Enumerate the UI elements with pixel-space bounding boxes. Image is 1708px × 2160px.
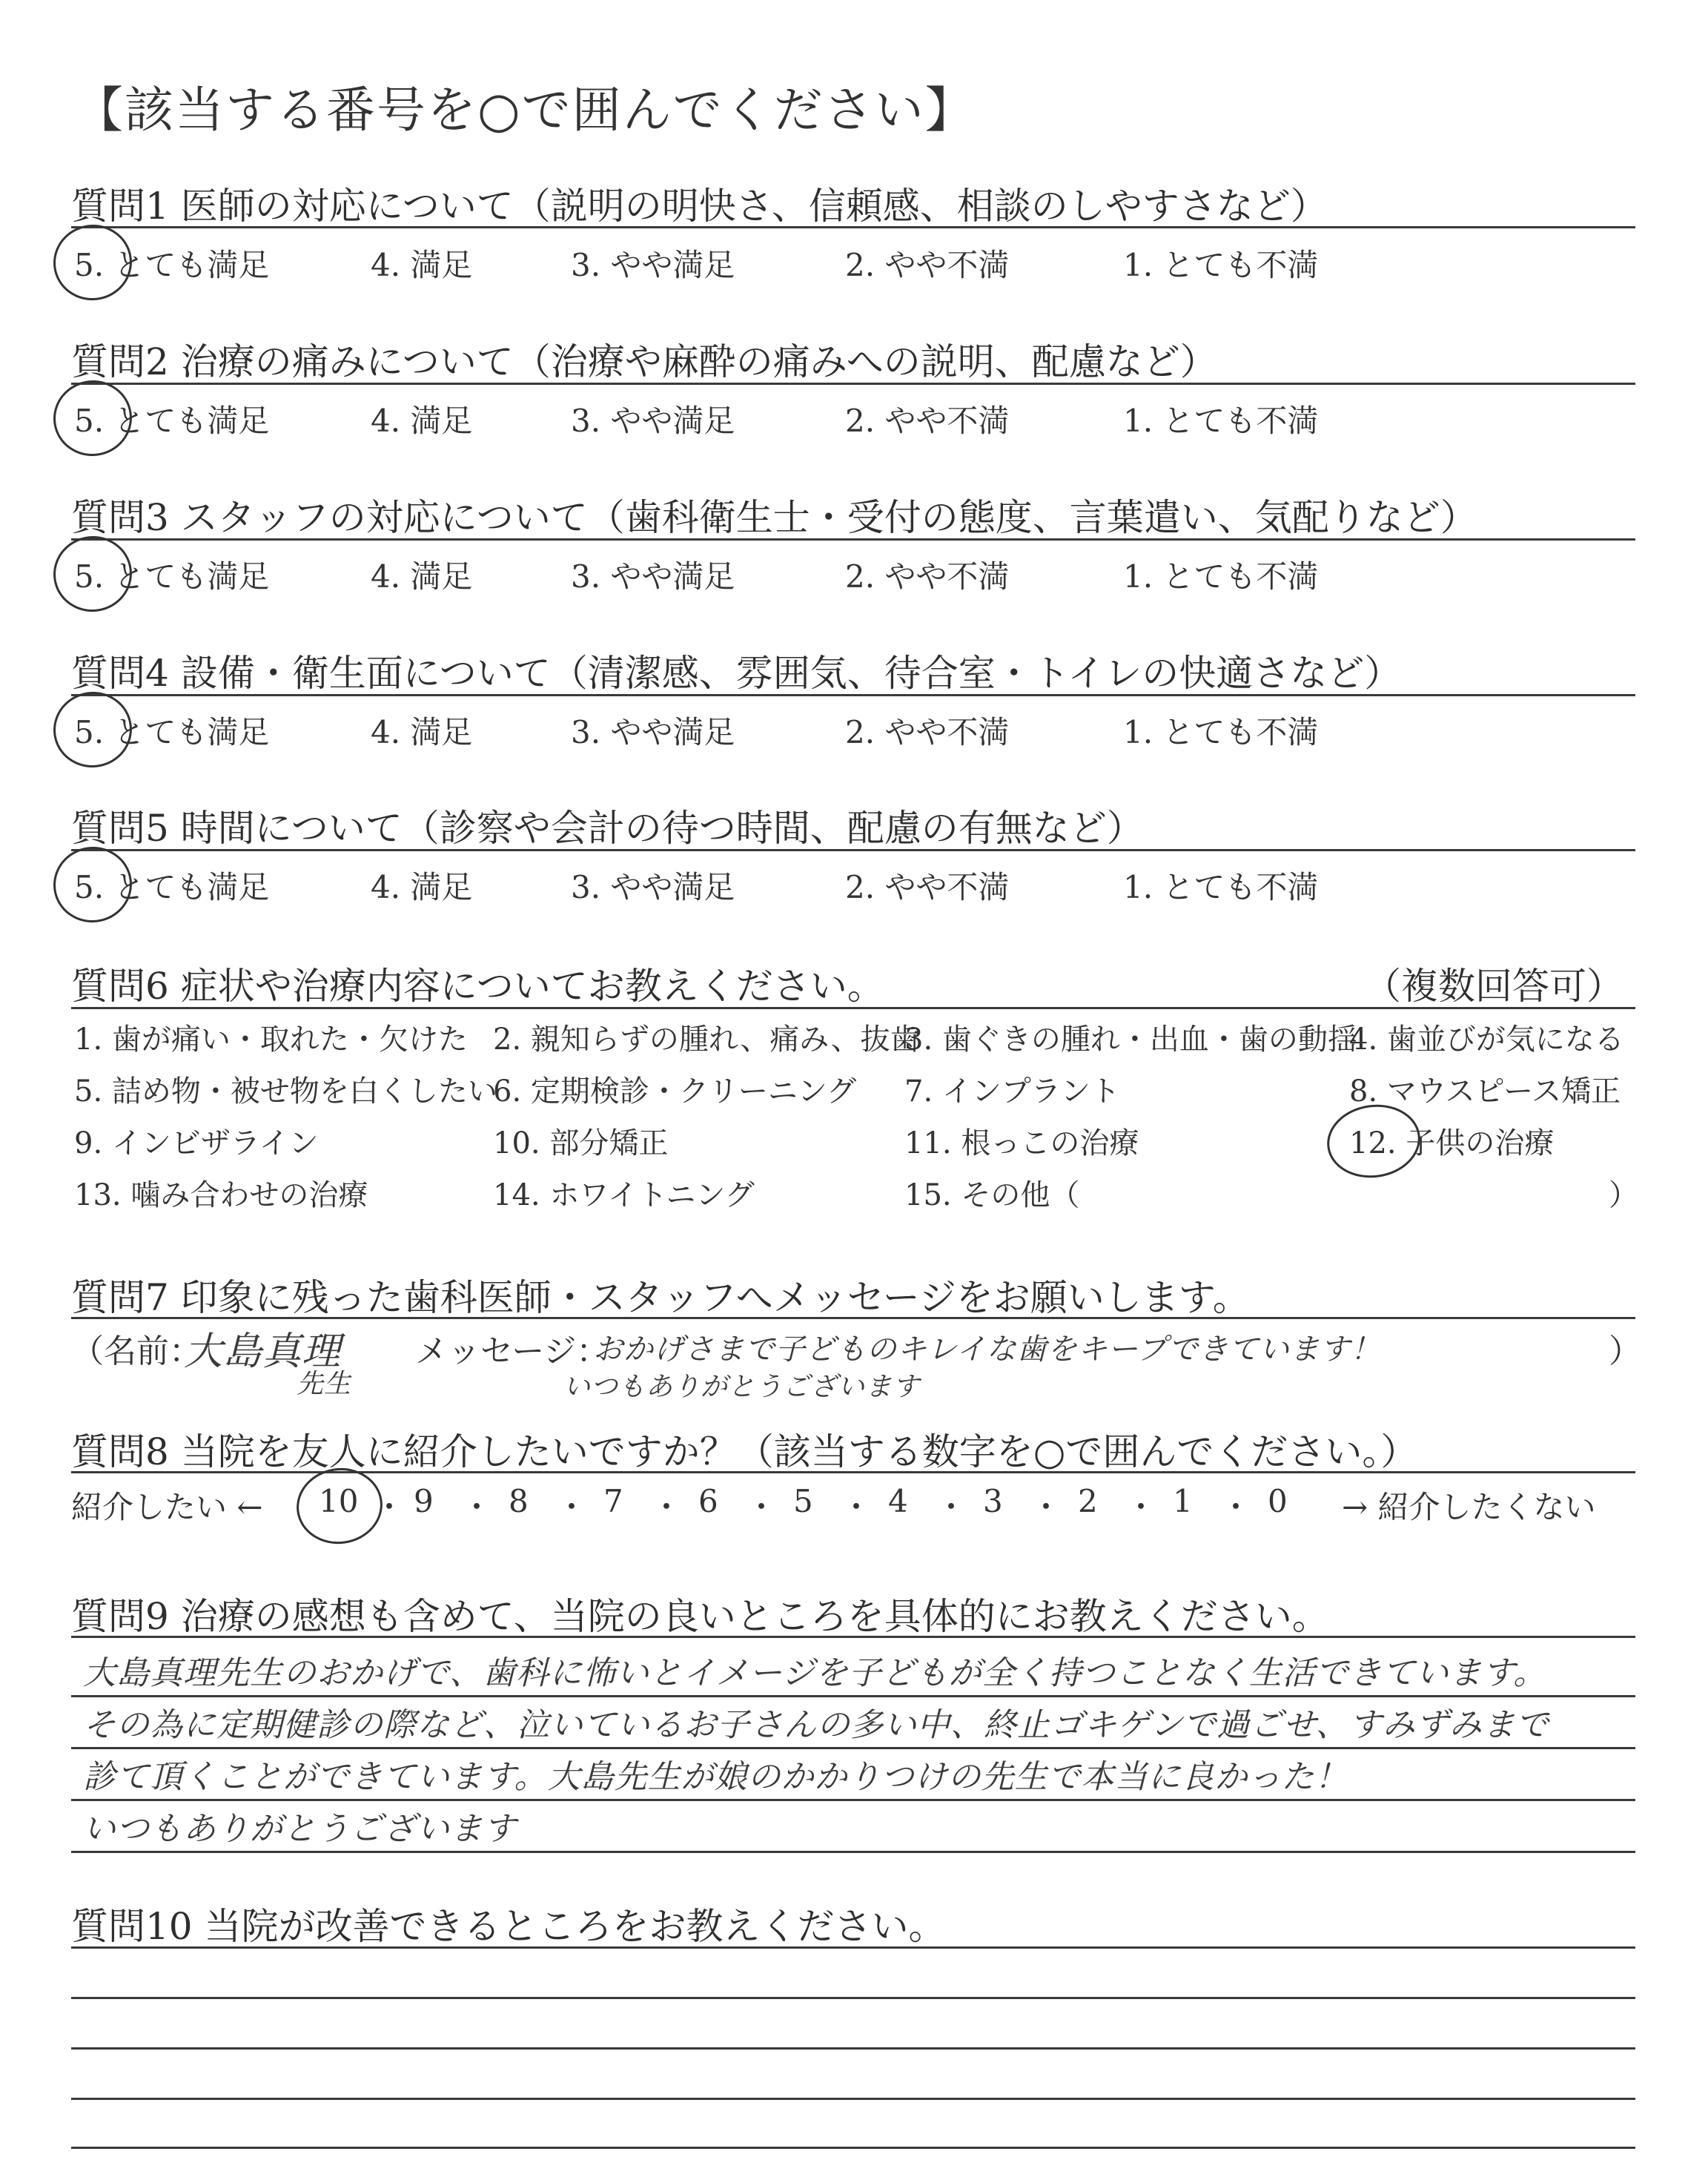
q8-scale-dot: ・ [1220, 1489, 1252, 1525]
q7-name-suffix: 先生 [297, 1369, 352, 1399]
q6-option[interactable]: 7. インプラント [904, 1074, 1120, 1109]
rating-option[interactable]: 3. やや満足 [571, 869, 735, 905]
q9-answer-line: その為に定期健診の際など、泣いているお子さんの多い中、終止ゴキゲンで過ごせ、すみずみまで [83, 1706, 1549, 1744]
q6-option[interactable]: 12. 子供の治療 [1349, 1126, 1555, 1160]
q8-scale-dot: ・ [461, 1489, 493, 1525]
rating-option[interactable]: 4. 満足 [371, 403, 473, 439]
question-4-rule [71, 694, 1635, 696]
rating-option[interactable]: 2. やや不満 [845, 558, 1010, 595]
q6-option[interactable]: 10. 部分矯正 [493, 1126, 669, 1160]
question-5-rule [71, 849, 1635, 851]
rating-option[interactable]: 2. やや不満 [845, 714, 1010, 750]
question-5-title: 質問5 時間について（診察や会計の待つ時間、配慮の有無など） [71, 807, 1144, 850]
question-4-title: 質問4 設備・衛生面について（清潔感、雰囲気、待合室・トイレの快適さなど） [71, 652, 1402, 695]
q6-option[interactable]: 2. 親知らずの腫れ、痛み、抜歯 [493, 1023, 920, 1057]
selected-circle-mark [48, 219, 136, 305]
q9-answer-rule [71, 1695, 1635, 1697]
q6-option[interactable]: 11. 根っこの治療 [904, 1126, 1139, 1160]
question-10-rule-5 [71, 2147, 1635, 2149]
question-8-rule [71, 1471, 1635, 1473]
q7-name-value: 大島真理 [184, 1330, 342, 1374]
rating-option[interactable]: 5. とても満足 [74, 869, 270, 905]
rating-option[interactable]: 3. やや満足 [571, 403, 735, 439]
q8-scale-dot: ・ [1125, 1489, 1157, 1525]
rating-option[interactable]: 2. やや不満 [845, 403, 1010, 439]
q8-scale-dot: ・ [746, 1489, 778, 1525]
q8-scale-value[interactable]: 9 [414, 1483, 434, 1519]
rating-option[interactable]: 4. 満足 [371, 558, 473, 595]
question-1-rule [71, 226, 1635, 228]
q9-answer-rule [71, 1799, 1635, 1801]
q6-option[interactable]: 3. 歯ぐきの腫れ・出血・歯の動揺 [904, 1023, 1357, 1057]
q7-message-label: メッセージ： [415, 1332, 609, 1370]
rating-option[interactable]: 1. とても不満 [1123, 403, 1319, 439]
rating-option[interactable]: 1. とても不満 [1123, 714, 1319, 750]
question-7-rule [71, 1317, 1635, 1319]
question-3-rule [71, 538, 1635, 541]
q6-option[interactable]: ） [1609, 1178, 1638, 1212]
question-6-note: （複数回答可） [1364, 965, 1623, 1008]
question-10-rule-1 [71, 1946, 1635, 1949]
question-6-rule [71, 1007, 1635, 1009]
q8-scale-value[interactable]: 1 [1173, 1483, 1193, 1519]
q9-answer-line: いつもありがとうございます [83, 1810, 517, 1848]
q6-selected-circle-mark [1323, 1099, 1425, 1184]
q8-scale-value[interactable]: 5 [793, 1483, 813, 1519]
question-10-title: 質問10 当院が改善できるところをお教えください。 [71, 1905, 946, 1948]
rating-option[interactable]: 1. とても不満 [1123, 869, 1319, 905]
q8-scale-value[interactable]: 2 [1078, 1483, 1098, 1519]
q9-answer-line: 診て頂くことができています。大島先生が娘のかかりつけの先生で本当に良かった！ [83, 1758, 1348, 1796]
q8-scale-value[interactable]: 8 [509, 1483, 529, 1519]
question-6-title: 質問6 症状や治療内容についてお教えください。 [71, 965, 884, 1008]
rating-option[interactable]: 5. とても満足 [74, 403, 270, 439]
question-2-rule [71, 383, 1635, 385]
form-header: 【該当する番号を○で囲んでください】 [74, 82, 976, 139]
q7-message-line-1: おかげさまで子どものキレイな歯をキープできています！ [593, 1332, 1381, 1367]
q8-scale-dot: ・ [556, 1489, 588, 1525]
q7-message-line-2: いつもありがとうございます [563, 1372, 921, 1402]
q8-scale-dot: ・ [374, 1489, 406, 1525]
selected-circle-mark [48, 375, 136, 461]
rating-option[interactable]: 5. とても満足 [74, 247, 270, 283]
q8-scale-value[interactable]: 10 [319, 1483, 359, 1519]
rating-option[interactable]: 4. 満足 [371, 714, 473, 750]
q8-scale-dot: ・ [651, 1489, 683, 1525]
q8-scale-value[interactable]: 6 [698, 1483, 718, 1519]
rating-option[interactable]: 3. やや満足 [571, 558, 735, 595]
selected-circle-mark [48, 842, 136, 928]
q9-answer-rule [71, 1747, 1635, 1749]
rating-option[interactable]: 1. とても不満 [1123, 558, 1319, 595]
rating-option[interactable]: 3. やや満足 [571, 247, 735, 283]
q6-option[interactable]: 15. その他（ [904, 1178, 1080, 1212]
q8-right-label: → 紹介したくない [1342, 1489, 1596, 1525]
question-9-rule [71, 1636, 1635, 1638]
question-3-title: 質問3 スタッフの対応について（歯科衛生士・受付の態度、言葉遣い、気配りなど） [71, 496, 1477, 539]
q6-option[interactable]: 13. 噛み合わせの治療 [74, 1178, 368, 1212]
q6-option[interactable]: 9. インビザライン [74, 1126, 319, 1160]
q8-scale-value[interactable]: 3 [983, 1483, 1003, 1519]
question-8-title: 質問8 当院を友人に紹介したいですか？（該当する数字を○で囲んでください。） [71, 1430, 1418, 1473]
q8-left-label: 紹介したい ← [71, 1489, 263, 1525]
q8-scale-dot: ・ [1030, 1489, 1062, 1525]
q6-option[interactable]: 8. マウスピース矯正 [1349, 1074, 1621, 1109]
q6-option[interactable]: 6. 定期検診・クリーニング [493, 1074, 857, 1109]
selected-circle-mark [48, 531, 136, 617]
rating-option[interactable]: 4. 満足 [371, 247, 473, 283]
question-2-title: 質問2 治療の痛みについて（治療や麻酔の痛みへの説明、配慮など） [71, 340, 1217, 383]
question-1-title: 質問1 医師の対応について（説明の明快さ、信頼感、相談のしやすさなど） [71, 185, 1328, 228]
question-7-title: 質問7 印象に残った歯科医師・スタッフへメッセージをお願いします。 [71, 1276, 1250, 1319]
q7-close-paren: ） [1609, 1332, 1641, 1370]
rating-option[interactable]: 3. やや満足 [571, 714, 735, 750]
q9-answer-line: 大島真理先生のおかげで、歯科に怖いとイメージを子どもが全く持つことなく生活できています。 [83, 1654, 1547, 1692]
rating-option[interactable]: 2. やや不満 [845, 869, 1010, 905]
q8-scale-dot: ・ [936, 1489, 967, 1525]
q8-scale-value[interactable]: 7 [603, 1483, 623, 1519]
q6-option[interactable]: 4. 歯並びが気になる [1349, 1023, 1624, 1057]
question-10-rule-3 [71, 2047, 1635, 2050]
rating-option[interactable]: 4. 満足 [371, 869, 473, 905]
question-9-title: 質問9 治療の感想も含めて、当院の良いところを具体的にお教えください。 [71, 1595, 1329, 1638]
q6-option[interactable]: 14. ホワイトニング [493, 1178, 755, 1212]
q8-scale-value[interactable]: 0 [1268, 1483, 1288, 1519]
selected-circle-mark [48, 687, 136, 773]
question-10-rule-2 [71, 1997, 1635, 1999]
q7-name-label: （名前： [71, 1332, 202, 1370]
q8-scale-dot: ・ [841, 1489, 873, 1525]
question-10-rule-4 [71, 2098, 1635, 2100]
rating-option[interactable]: 5. とても満足 [74, 714, 270, 750]
q6-option[interactable]: 5. 詰め物・被せ物を白くしたい [74, 1074, 497, 1109]
rating-option[interactable]: 2. やや不満 [845, 247, 1010, 283]
q8-scale-value[interactable]: 4 [888, 1483, 908, 1519]
q9-answer-rule [71, 1851, 1635, 1853]
rating-option[interactable]: 1. とても不満 [1123, 247, 1319, 283]
q6-option[interactable]: 1. 歯が痛い・取れた・欠けた [74, 1023, 468, 1057]
rating-option[interactable]: 5. とても満足 [74, 558, 270, 595]
